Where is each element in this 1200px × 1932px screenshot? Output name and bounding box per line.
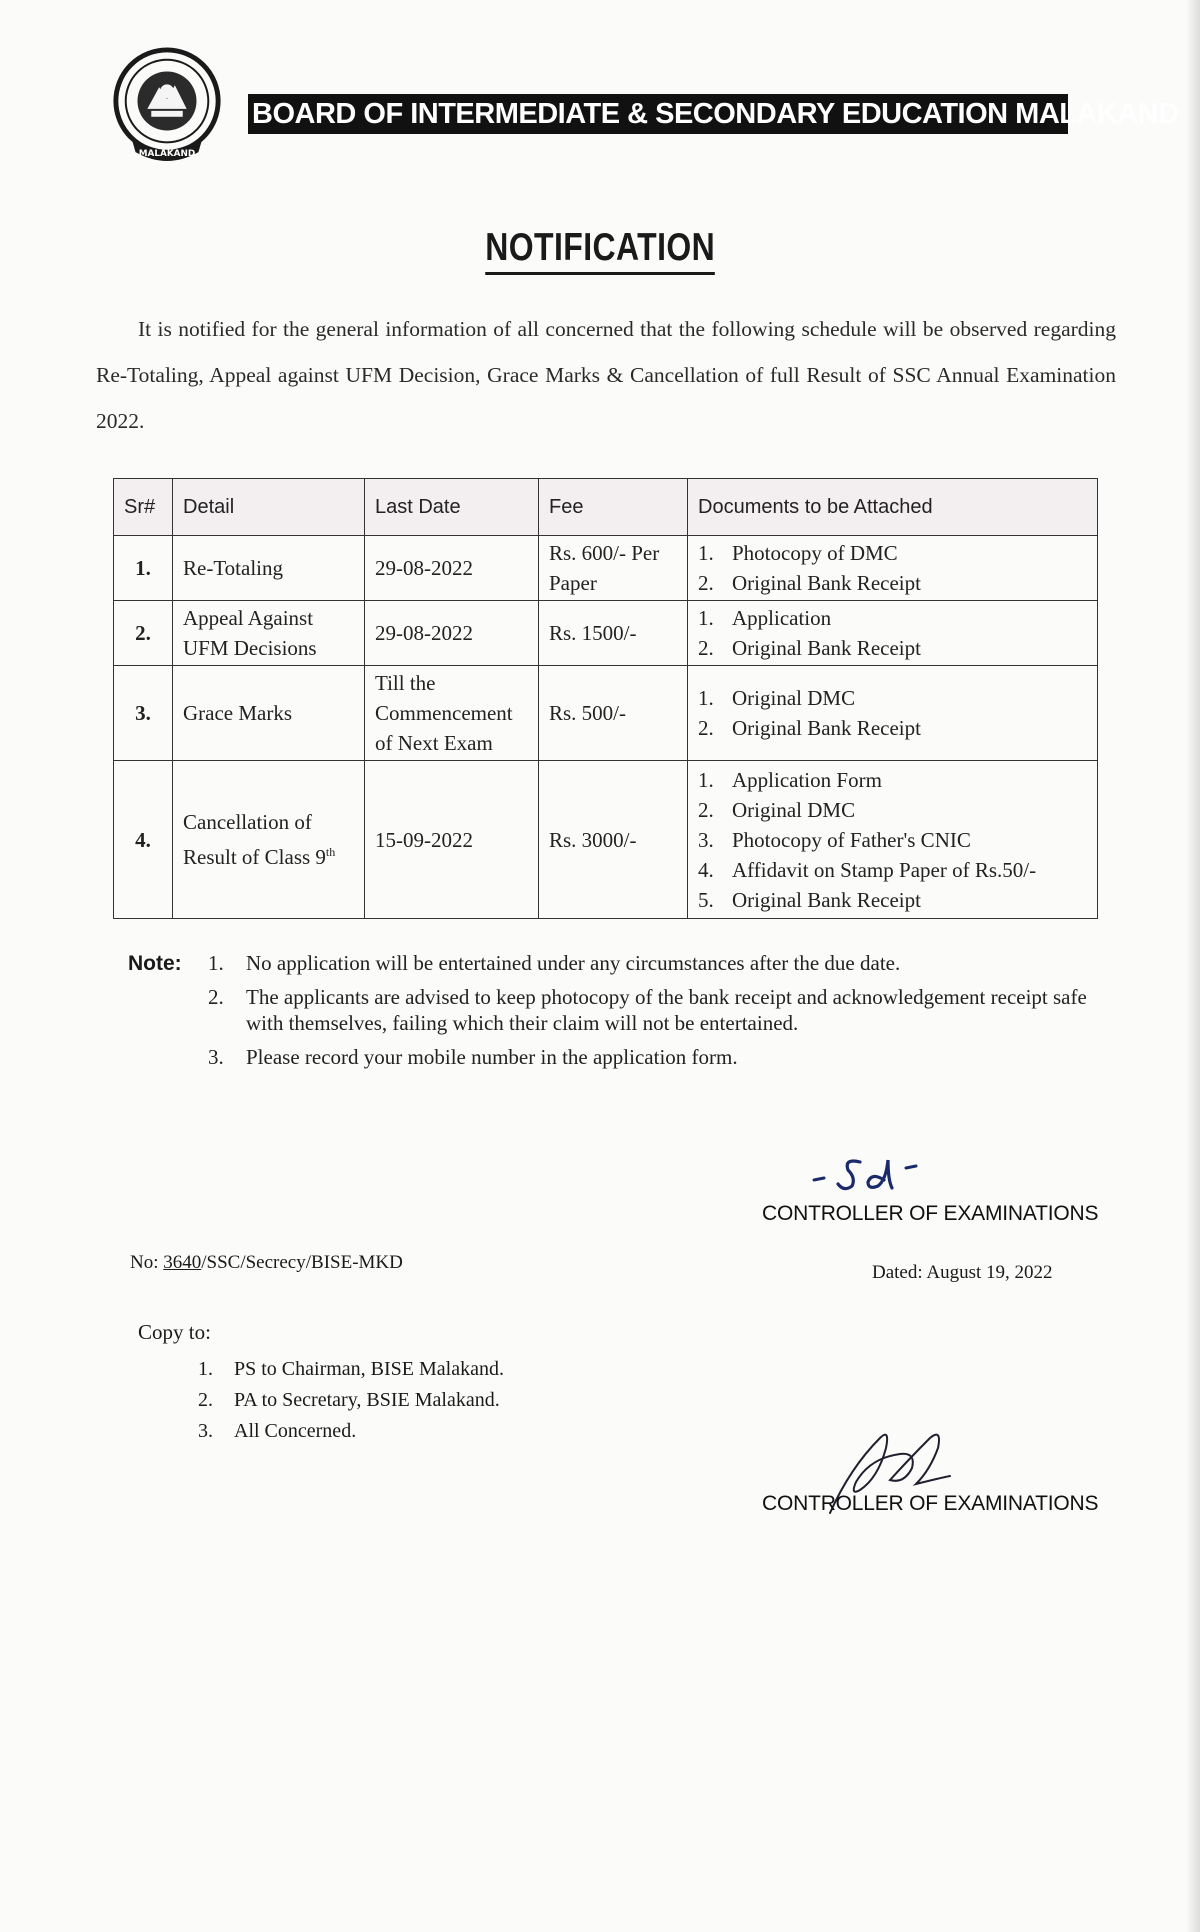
cell-documents — [688, 666, 1098, 761]
cell-documents — [688, 601, 1098, 666]
reference-number — [130, 1252, 403, 1274]
item-number: 4. — [698, 857, 714, 882]
item-text: Original DMC — [732, 686, 856, 710]
cell-last-date: 15-09-2022 — [365, 761, 539, 919]
list-item — [208, 1044, 1088, 1070]
item-number: 1. — [698, 606, 714, 630]
board-seal-logo — [108, 44, 226, 162]
list-item — [698, 713, 1087, 743]
header-documents: Documents to be Attached — [688, 479, 1098, 536]
ref-number: 3640 — [163, 1252, 202, 1273]
copy-to-label: Copy to: — [138, 1320, 211, 1344]
documents-list — [698, 765, 1087, 915]
note-label: Note: — [128, 952, 182, 975]
table-header-row — [114, 479, 1098, 536]
notification-title-text: NOTIFICATION — [485, 226, 715, 275]
item-text: PS to Chairman, BISE Malakand. — [234, 1358, 504, 1380]
notes-list — [208, 950, 1088, 1078]
item-number: 2. — [208, 985, 224, 1009]
list-item — [698, 603, 1087, 633]
cell-detail: Grace Marks — [173, 666, 365, 761]
item-text: No application will be entertained under any circumstances after the due date. — [246, 951, 901, 975]
cell-detail: Re-Totaling — [173, 536, 365, 601]
cell-fee: Rs. 1500/- — [539, 601, 688, 666]
item-text: The applicants are advised to keep photocopy of the bank receipt and acknowledgement receipt safe with themselves, failing which their claim will not be entertained. — [246, 985, 1087, 1035]
intro-paragraph: It is notified for the general information of all concerned that the following schedule will be observed regarding Re-Totaling, Appeal against UFM Decision, Grace Marks & Cancellation of full Result of SSC Annual Examination 2022. — [96, 317, 1116, 433]
item-text: Original Bank Receipt — [732, 571, 921, 595]
item-text: Affidavit on Stamp Paper of Rs.50/- — [732, 857, 1037, 882]
item-text: Original Bank Receipt — [732, 716, 921, 740]
item-number: 1. — [698, 767, 714, 792]
item-number: 5. — [698, 887, 714, 912]
item-number: 2. — [698, 636, 714, 660]
item-text: Application Form — [732, 767, 882, 792]
dated-line: Dated: August 19, 2022 — [872, 1262, 1053, 1283]
schedule-table — [113, 478, 1098, 919]
item-number: 2. — [198, 1389, 213, 1411]
cell-sr: 4. — [114, 761, 173, 919]
detail-text: Cancellation of Result of Class 9 — [183, 810, 326, 869]
list-item — [698, 633, 1087, 663]
header-last-date: Last Date — [365, 479, 539, 536]
item-text: PA to Secretary, BSIE Malakand. — [234, 1389, 500, 1411]
cell-sr: 1. — [114, 536, 173, 601]
page-edge-shadow — [1186, 0, 1200, 1932]
item-text: Photocopy of Father's CNIC — [732, 827, 971, 852]
item-number: 3. — [698, 827, 714, 852]
header-sr: Sr# — [114, 479, 173, 536]
list-item — [208, 950, 1088, 976]
cell-sr: 3. — [114, 666, 173, 761]
table-row — [114, 536, 1098, 601]
documents-list — [698, 603, 1087, 663]
cell-sr: 2. — [114, 601, 173, 666]
sd-handwritten-mark — [808, 1150, 938, 1200]
item-text: Original Bank Receipt — [732, 887, 921, 912]
item-number: 2. — [698, 571, 714, 595]
list-item — [698, 855, 1087, 885]
cell-detail — [173, 761, 365, 919]
list-item — [698, 765, 1087, 795]
cell-documents — [688, 536, 1098, 601]
header-fee: Fee — [539, 479, 688, 536]
copy-to-list — [198, 1354, 504, 1447]
ref-suffix: /SSC/Secrecy/BISE-MKD — [201, 1252, 403, 1273]
list-item — [698, 568, 1087, 598]
item-text: Application — [732, 606, 832, 630]
cell-last-date: 29-08-2022 — [365, 536, 539, 601]
item-number: 1. — [208, 951, 224, 975]
list-item — [698, 795, 1087, 825]
controller-title-bottom: CONTROLLER OF EXAMINATIONS — [762, 1492, 1099, 1515]
cell-fee: Rs. 600/- Per Paper — [539, 536, 688, 601]
list-item — [698, 825, 1087, 855]
table-row — [114, 601, 1098, 666]
list-item — [198, 1354, 504, 1385]
item-number: 1. — [698, 541, 714, 565]
documents-list — [698, 683, 1087, 743]
cell-fee: Rs. 3000/- — [539, 761, 688, 919]
item-number: 2. — [698, 797, 714, 822]
item-number: 3. — [198, 1420, 213, 1442]
detail-superscript: th — [325, 845, 336, 859]
list-item — [698, 538, 1087, 568]
item-text: Please record your mobile number in the application form. — [246, 1045, 738, 1069]
item-text: Photocopy of DMC — [732, 541, 898, 565]
ref-prefix: No: — [130, 1252, 164, 1273]
item-text: Original DMC — [732, 797, 856, 822]
notification-title — [0, 226, 1200, 275]
list-item — [198, 1385, 504, 1416]
item-number: 1. — [698, 686, 714, 710]
item-number: 2. — [698, 716, 714, 740]
item-number: 1. — [198, 1358, 213, 1380]
cell-fee: Rs. 500/- — [539, 666, 688, 761]
cell-documents — [688, 761, 1098, 919]
item-number: 3. — [208, 1045, 224, 1069]
controller-title-top: CONTROLLER OF EXAMINATIONS — [762, 1202, 1099, 1225]
list-item — [208, 984, 1088, 1036]
cell-last-date: Till the Commencement of Next Exam — [365, 666, 539, 761]
item-text: Original Bank Receipt — [732, 636, 921, 660]
cell-last-date: 29-08-2022 — [365, 601, 539, 666]
list-item — [198, 1416, 504, 1447]
list-item — [698, 683, 1087, 713]
table-row — [114, 666, 1098, 761]
documents-list — [698, 538, 1087, 598]
svg-text:MALAKAND: MALAKAND — [138, 149, 196, 160]
board-title: BOARD OF INTERMEDIATE & SECONDARY EDUCATION MALAKAND — [248, 94, 1068, 134]
table-row — [114, 761, 1098, 919]
cell-detail: Appeal Against UFM Decisions — [173, 601, 365, 666]
list-item — [698, 885, 1087, 915]
item-text: All Concerned. — [234, 1420, 357, 1442]
header-detail: Detail — [173, 479, 365, 536]
